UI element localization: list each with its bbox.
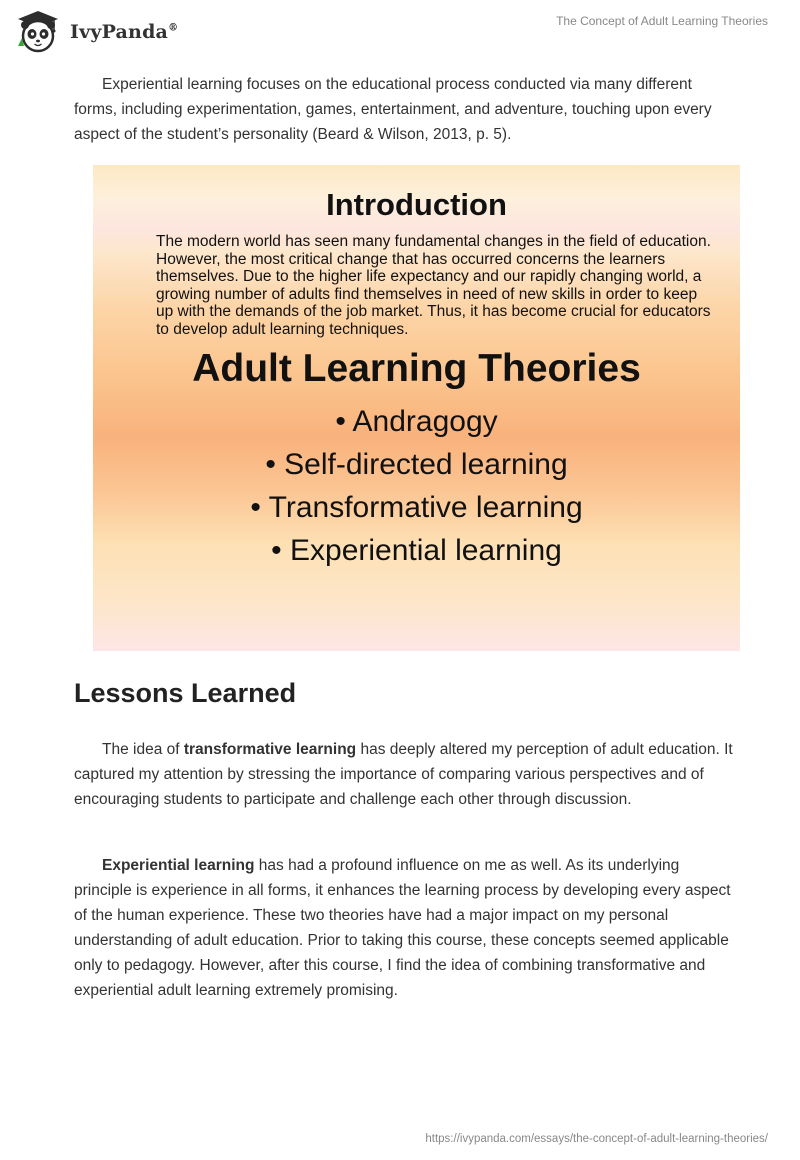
intro-paragraph-text: Experiential learning focuses on the educational process conducted via many different forms, including experimentation, games, entertainment, and adventure, touching upon every aspect of the student’s personality (Beard & Wilson, 2013, p. 5).: [74, 76, 712, 143]
registered-mark: ®: [168, 22, 179, 34]
lessons-learned-heading: Lessons Learned: [74, 678, 297, 708]
list-item: • Self-directed learning: [265, 448, 568, 481]
list-item: • Experiential learning: [271, 534, 562, 567]
document-title: The Concept of Adult Learning Theories: [556, 14, 768, 28]
slide-introduction-title: Introduction: [326, 187, 507, 222]
lessons-paragraph-2: [74, 853, 734, 1003]
paragraph-text: has had a profound influence on me as well. As its underlying principle is experience in all forms, it enhances the learning process by developing every aspect of the human experience. These two theories have had a major impact on my personal understanding of adult education. Prior to taking this course, these concepts seemed applicable only to pedagogy. However, after this course, I find the idea of combining transformative and experiential adult learning extremely promising.: [74, 857, 731, 999]
list-item: • Transformative learning: [250, 491, 583, 524]
panda-logo-icon[interactable]: [14, 8, 62, 56]
slide-theories-title: Adult Learning Theories: [192, 347, 641, 390]
intro-paragraph: [74, 72, 734, 147]
bold-term: Experiential learning: [102, 857, 255, 874]
lessons-paragraph-1: [74, 737, 734, 812]
slide-introduction-text: The modern world has seen many fundamental changes in the field of education. However, the most critical change that has occurred concerns the learners themselves. Due to the higher life expectancy and our rapidly changing world, a growing number of adults find themselves in need of new skills in order to keep up with the demands of the job market. Thus, it has become crucial for educators to develop adult learning techniques.: [156, 233, 711, 338]
bold-term: transformative learning: [183, 741, 357, 758]
list-item: • Andragogy: [335, 405, 498, 438]
brand-name[interactable]: [70, 21, 178, 43]
page-header: [0, 0, 800, 62]
paragraph-text: The idea of: [102, 741, 184, 758]
presentation-slide-image: [93, 165, 740, 651]
slide-theories-list: [93, 400, 740, 572]
paragraph-text: has deeply altered my perception of adult education. It captured my attention by stressing the importance of comparing various perspectives and of encouraging students to participate and challenge each other through discussion.: [74, 741, 733, 808]
source-url[interactable]: https://ivypanda.com/essays/the-concept-of-adult-learning-theories/: [425, 1133, 768, 1145]
brand-text: IvyPanda: [70, 21, 169, 43]
